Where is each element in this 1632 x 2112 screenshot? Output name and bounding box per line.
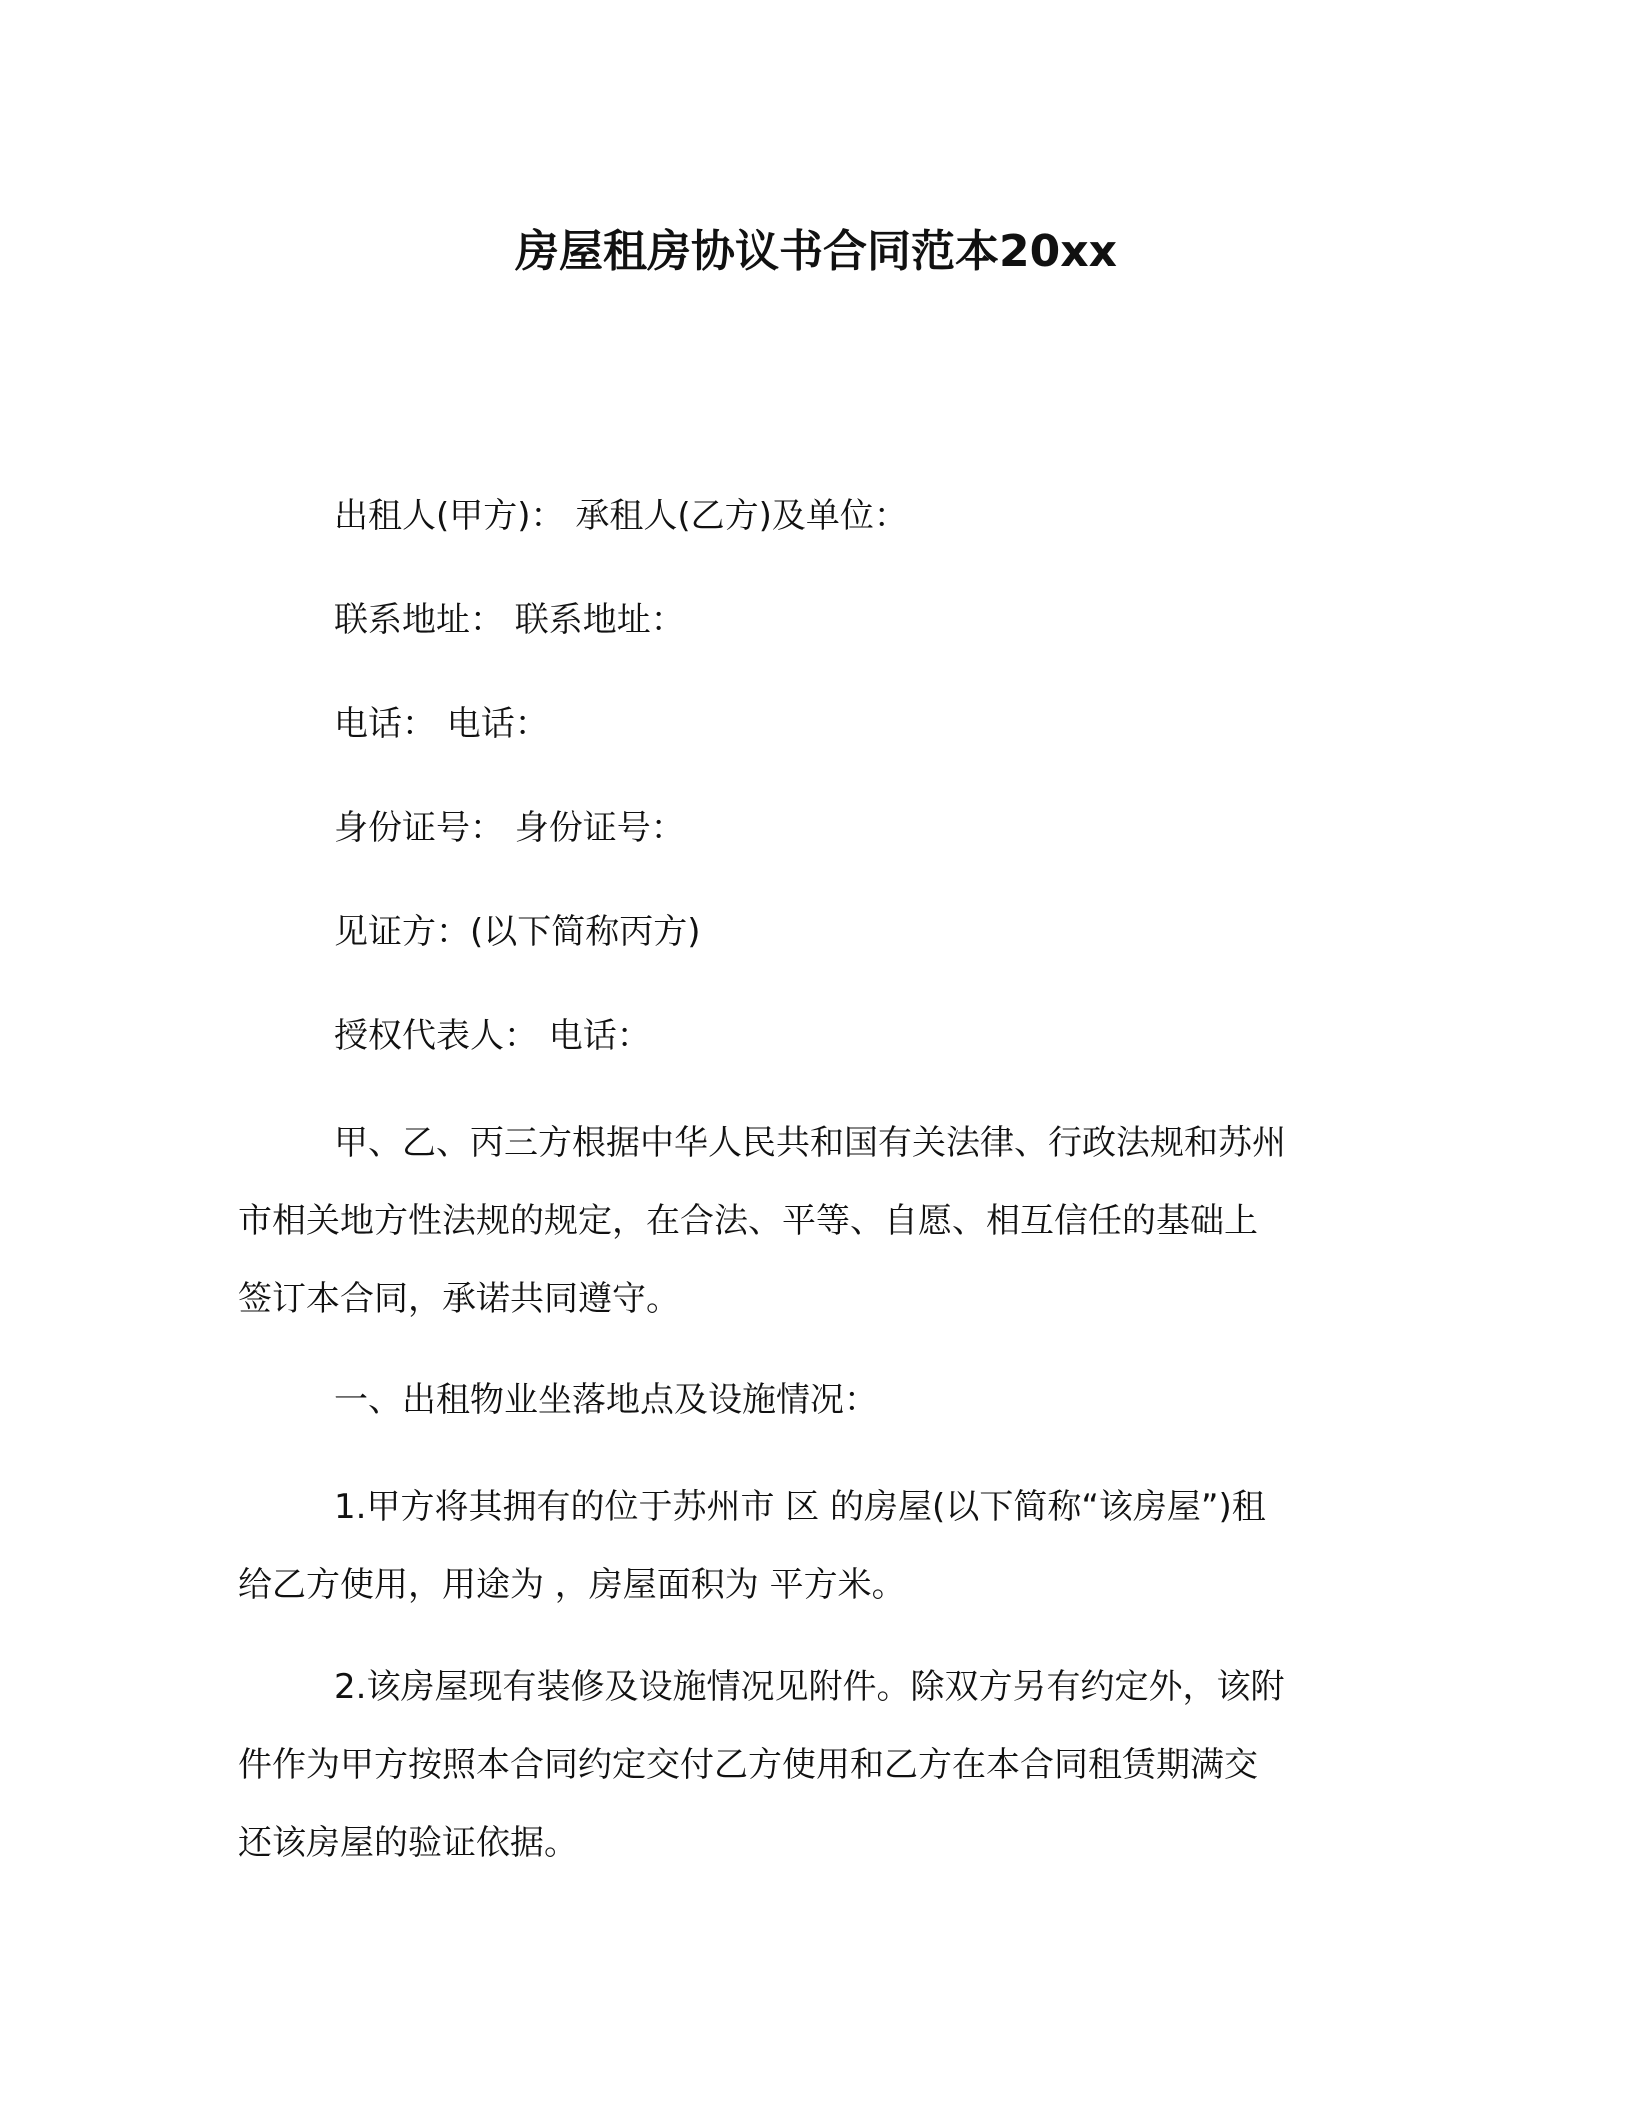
field-id-number: 身份证号： 身份证号： bbox=[334, 808, 685, 848]
document-title: 房屋租房协议书合同范本20xx bbox=[515, 226, 1117, 277]
clause-1-paragraph bbox=[238, 1468, 1378, 1624]
clause-2-paragraph bbox=[238, 1648, 1378, 1882]
preamble-paragraph bbox=[238, 1104, 1378, 1338]
field-lessor-lessee: 出租人(甲方)： 承租人(乙方)及单位： bbox=[334, 496, 908, 536]
section-1-heading: 一、出租物业坐落地点及设施情况： bbox=[334, 1380, 878, 1420]
clause-1-line: 给乙方使用，用途为 ，房屋面积为 平方米。 bbox=[238, 1565, 906, 1605]
field-phone: 电话： 电话： bbox=[334, 704, 549, 744]
field-authorized-rep: 授权代表人： 电话： bbox=[334, 1016, 651, 1056]
clause-2-line: 件作为甲方按照本合同约定交付乙方使用和乙方在本合同租赁期满交 bbox=[238, 1745, 1258, 1785]
field-address: 联系地址： 联系地址： bbox=[334, 600, 685, 640]
clause-2-line: 还该房屋的验证依据。 bbox=[238, 1823, 578, 1863]
preamble-line: 市相关地方性法规的规定，在合法、平等、自愿、相互信任的基础上 bbox=[238, 1201, 1258, 1241]
field-witness: 见证方：(以下简称丙方) bbox=[334, 912, 701, 952]
clause-1-line: 1.甲方将其拥有的位于苏州市 区 的房屋(以下简称“该房屋”)租 bbox=[334, 1487, 1266, 1527]
clause-2-line: 2.该房屋现有装修及设施情况见附件。除双方另有约定外，该附 bbox=[334, 1667, 1285, 1707]
preamble-line: 签订本合同，承诺共同遵守。 bbox=[238, 1279, 680, 1319]
preamble-line: 甲、乙、丙三方根据中华人民共和国有关法律、行政法规和苏州 bbox=[334, 1123, 1286, 1163]
